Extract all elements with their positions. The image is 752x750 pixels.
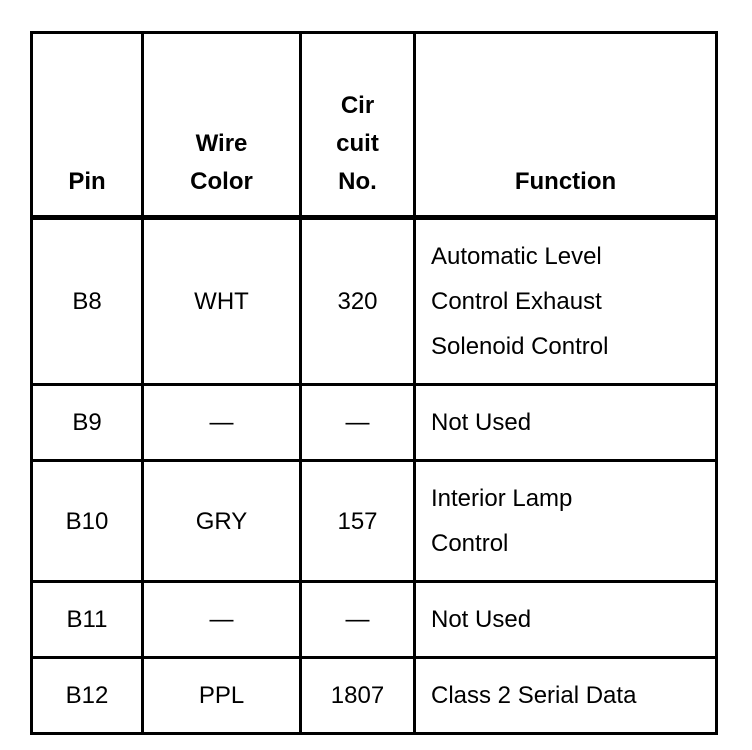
header-pin: Pin (32, 33, 143, 218)
header-row (32, 33, 717, 218)
header-wire-color: Wire Color (143, 33, 301, 218)
cell-wire-color: PPL (143, 658, 301, 734)
table-row (32, 385, 717, 461)
header-circuit-no: Cir cuit No. (301, 33, 415, 218)
cell-wire-color: — (143, 385, 301, 461)
cell-function: Class 2 Serial Data (415, 658, 717, 734)
cell-function: Not Used (415, 582, 717, 658)
cell-circuit: 320 (301, 218, 415, 385)
cell-function: Interior Lamp Control (415, 461, 717, 582)
connector-pinout-table (30, 31, 718, 735)
table-row (32, 658, 717, 734)
cell-wire-color: WHT (143, 218, 301, 385)
cell-pin: B8 (32, 218, 143, 385)
table-row (32, 582, 717, 658)
cell-pin: B10 (32, 461, 143, 582)
cell-wire-color: GRY (143, 461, 301, 582)
cell-pin: B11 (32, 582, 143, 658)
table-row (32, 218, 717, 385)
table-row (32, 461, 717, 582)
cell-circuit: — (301, 385, 415, 461)
cell-function: Not Used (415, 385, 717, 461)
header-function: Function (415, 33, 717, 218)
cell-function: Automatic Level Control Exhaust Solenoid Control (415, 218, 717, 385)
cell-wire-color: — (143, 582, 301, 658)
cell-circuit: 157 (301, 461, 415, 582)
cell-circuit: — (301, 582, 415, 658)
cell-pin: B12 (32, 658, 143, 734)
cell-circuit: 1807 (301, 658, 415, 734)
cell-pin: B9 (32, 385, 143, 461)
